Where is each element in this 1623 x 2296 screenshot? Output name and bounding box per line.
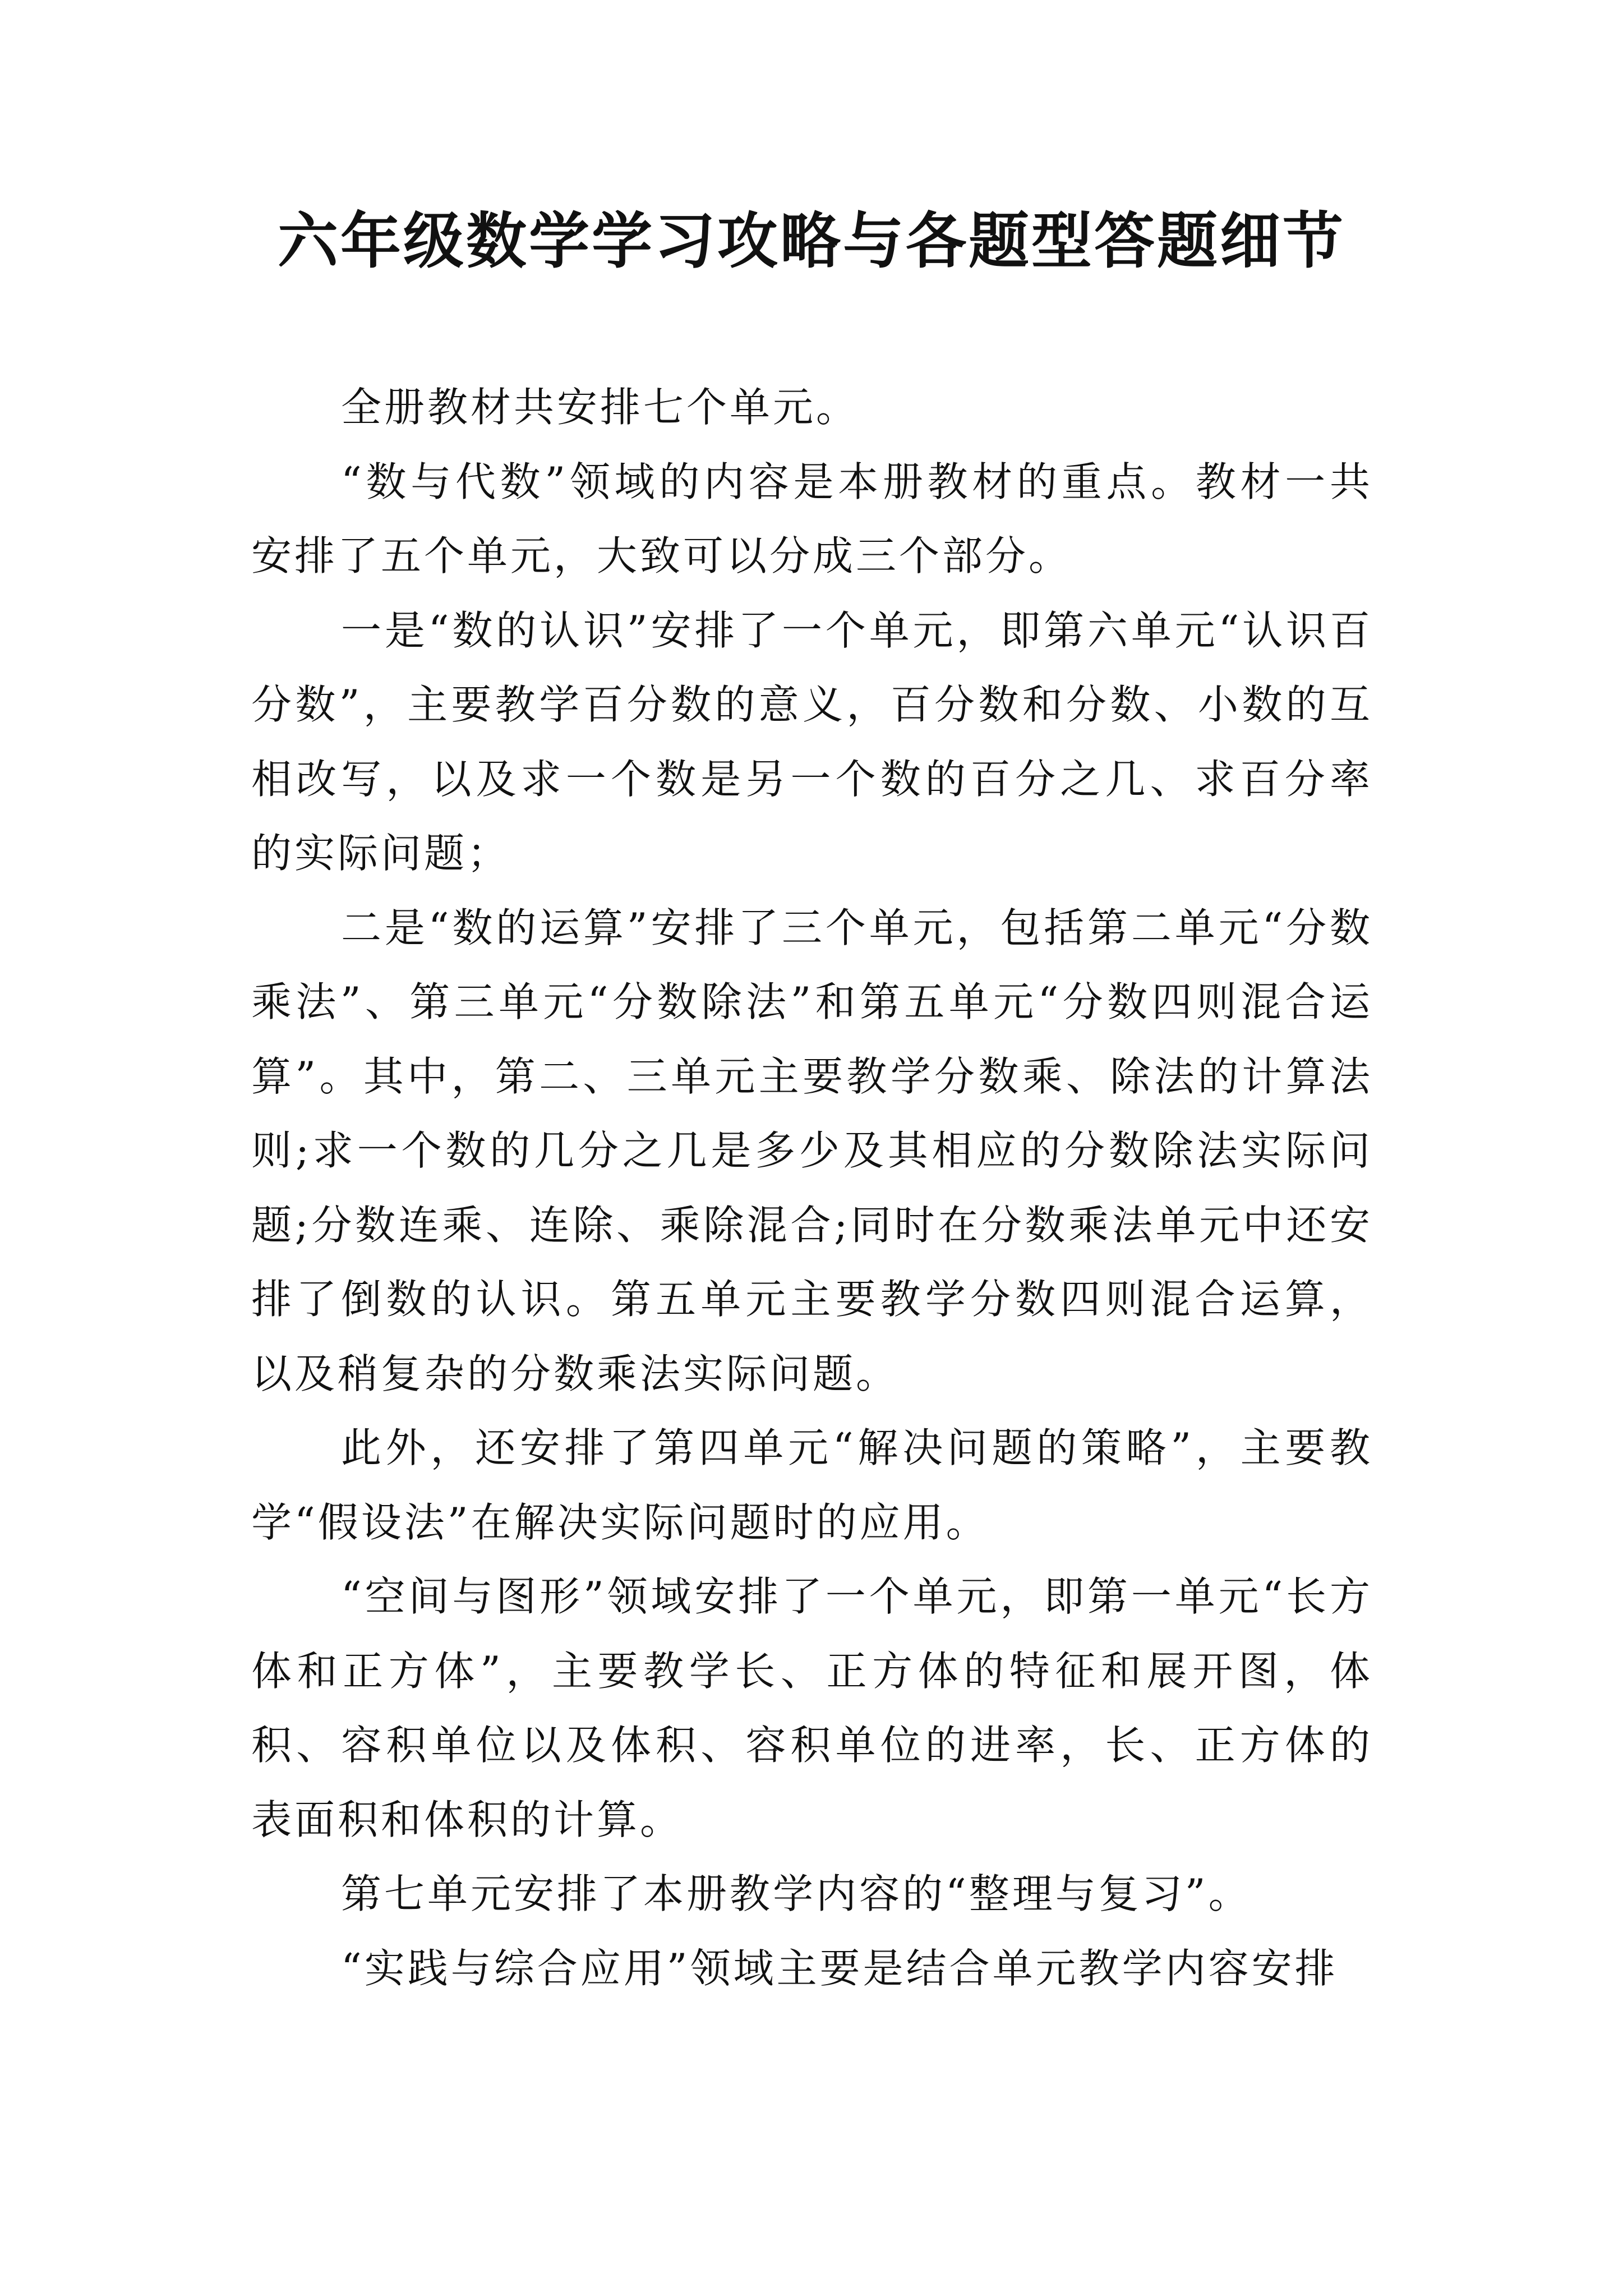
paragraph-space-geometry: “空间与图形”领域安排了一个单元，即第一单元“长方体和正方体”，主要教学长、正方体的特征和展开图，体积、容积单位以及体积、容积单位的进率，长、正方体的表面积和体积的计算。: [251, 1573, 1373, 1843]
paragraph-number-recognition: 一是“数的认识”安排了一个单元，即第六单元“认识百分数”，主要教学百分数的意义，百分数和分数、小数的互相改写，以及求一个数是另一个数的百分之几、求百分率的实际问题；: [251, 606, 1373, 877]
paragraph-review-unit: 第七单元安排了本册教学内容的“整理与复习”。: [341, 1870, 1252, 1917]
paragraph-unit-count: 全册教材共安排七个单元。: [341, 384, 860, 431]
paragraph-number-operations: 二是“数的运算”安排了三个单元，包括第二单元“分数乘法”、第三单元“分数除法”和第五单元“分数四则混合运算”。其中，第二、三单元主要教学分数乘、除法的计算法则;求一个数的几分之几是多少及其相应的分数除法实际问题;分数连乘、连除、乘除混合;同时在分数乘法单元中还安排了倒数的认识。第五单元主要教学分数四则混合运算，以及稍复杂的分数乘法实际问题。: [251, 904, 1373, 1397]
paragraph-problem-solving: 此外，还安排了第四单元“解决问题的策略”，主要教学“假设法”在解决实际问题时的应用。: [251, 1424, 1373, 1546]
document-body: [251, 370, 1373, 2005]
document-title: 六年级数学学习攻略与各题型答题细节: [277, 206, 1345, 277]
paragraph-number-algebra: “数与代数”领域的内容是本册教材的重点。教材一共安排了五个单元，大致可以分成三个部分。: [251, 458, 1373, 579]
paragraph-practice-application: “实践与综合应用”领域主要是结合单元教学内容安排: [341, 1944, 1338, 1992]
